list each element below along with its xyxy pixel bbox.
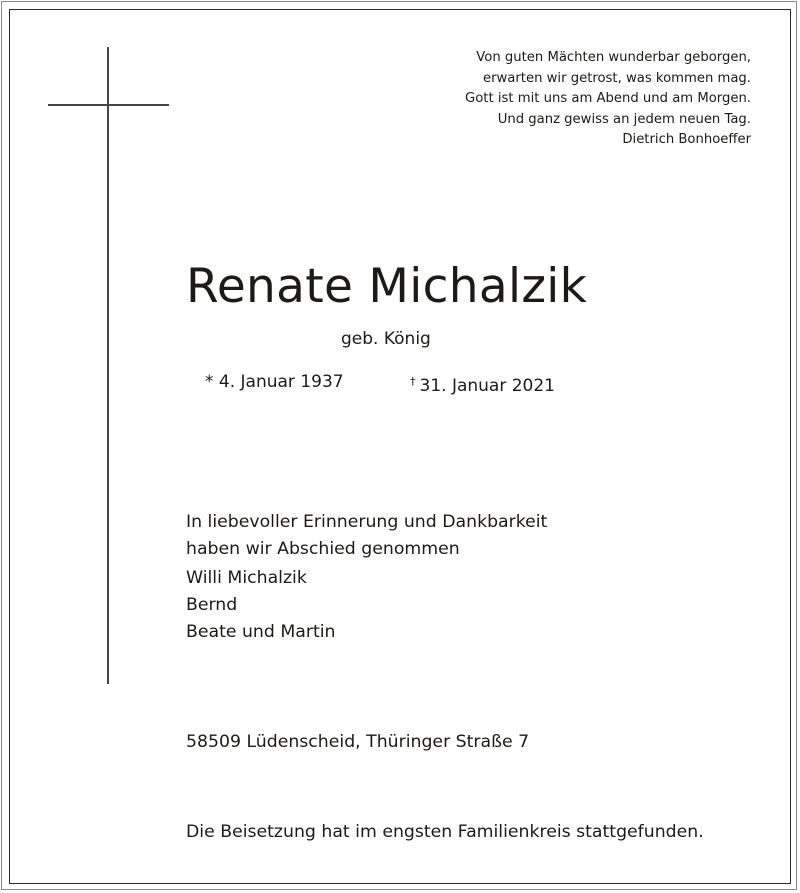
deceased-name: Renate Michalzik bbox=[186, 259, 588, 314]
maiden-name: geb. König bbox=[341, 329, 431, 349]
death-date: 31. Januar 2021 bbox=[419, 376, 555, 396]
cross-horizontal-beam bbox=[48, 104, 169, 106]
remembrance-line: haben wir Abschied genommen bbox=[186, 539, 460, 559]
quote-line: Gott ist mit uns am Abend und am Morgen. bbox=[465, 91, 751, 107]
bonhoeffer-quote bbox=[331, 48, 751, 151]
mourner-name: Bernd bbox=[186, 595, 238, 615]
family-address: 58509 Lüdenscheid, Thüringer Straße 7 bbox=[186, 732, 530, 752]
dagger-icon: † bbox=[410, 375, 416, 388]
quote-line: Von guten Mächten wunderbar geborgen, bbox=[476, 50, 751, 65]
remembrance-text bbox=[186, 509, 547, 563]
quote-author: Dietrich Bonhoeffer bbox=[622, 132, 751, 148]
death-date-row bbox=[410, 370, 555, 398]
quote-line: Und ganz gewiss an jedem neuen Tag. bbox=[497, 111, 751, 127]
cross-vertical-beam bbox=[107, 47, 109, 684]
burial-notice: Die Beisetzung hat im engsten Familienkreis stattgefunden. bbox=[186, 822, 704, 842]
mourner-name: Beate und Martin bbox=[186, 622, 336, 642]
mourner-name: Willi Michalzik bbox=[186, 568, 307, 588]
quote-line: erwarten wir getrost, was kommen mag. bbox=[482, 70, 751, 86]
remembrance-line: In liebevoller Erinnerung und Dankbarkeit bbox=[186, 512, 548, 532]
birth-date: * 4. Januar 1937 bbox=[205, 372, 344, 392]
mourners-list bbox=[186, 565, 335, 646]
